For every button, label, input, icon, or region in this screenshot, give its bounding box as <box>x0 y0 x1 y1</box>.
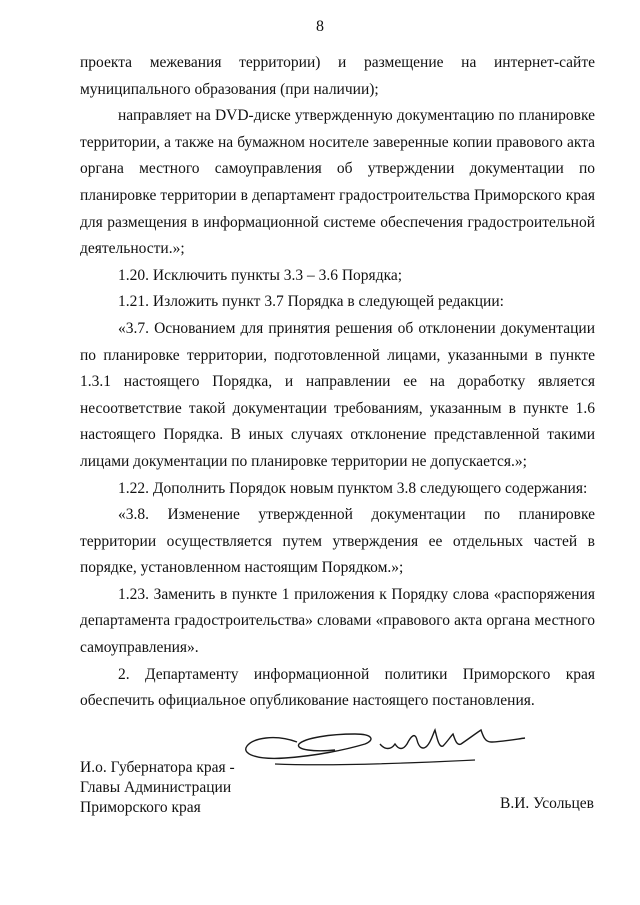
signatory-title-line: И.о. Губернатора края - <box>80 759 235 776</box>
handwritten-signature <box>235 720 535 780</box>
paragraph-continuation: проекта межевания территории) и размещение на интернет-сайте муниципального образования (при наличии); <box>80 54 595 98</box>
paragraph-3-8: «3.8. Изменение утвержденной документации по планировке территории осуществляется путем утверждения ее отдельных частей в порядке, установленном настоящим Порядком.»; <box>80 506 595 577</box>
document-body <box>80 50 595 715</box>
signatory-title-line: Приморского края <box>80 799 201 816</box>
signatory-name: В.И. Усольцев <box>500 795 594 812</box>
paragraph-dvd-submission: направляет на DVD-диске утвержденную документацию по планировке территории, а также на бумажном носителе заверенные копии правового акта органа местного самоуправления об утверждении документации по планировке территории в департамент градостроительства Приморского края для размещения в информационной системе обеспечения градостроительной деятельности.»; <box>80 107 595 258</box>
paragraph-3-7: «3.7. Основанием для принятия решения об отклонении документации по планировке территории, подготовленной лицами, указанными в пункте 1.3.1 настоящего Порядка, и направлении ее на доработку является несоответствие такой документации требованиям, указанным в пункте 1.6 настоящего Порядка. В иных случаях отклонение представленной такими лицами документации по планировке территории не допускается.»; <box>80 319 595 470</box>
page-number: 8 <box>316 18 324 35</box>
paragraph-1-23: 1.23. Заменить в пункте 1 приложения к Порядку слова «распоряжения департамента градостроительства» словами «правового акта органа местного самоуправления». <box>80 585 595 657</box>
paragraph-1-21: 1.21. Изложить пункт 3.7 Порядка в следующей редакции: <box>118 293 504 311</box>
signatory-title-line: Главы Администрации <box>80 779 232 796</box>
paragraph-1-20: 1.20. Исключить пункты 3.3 – 3.6 Порядка; <box>118 266 403 284</box>
paragraph-2: 2. Департаменту информационной политики Приморского края обеспечить официальное опубликование настоящего постановления. <box>80 665 595 710</box>
paragraph-1-22: 1.22. Дополнить Порядок новым пунктом 3.8 следующего содержания: <box>118 479 588 497</box>
signatory-title <box>80 758 235 818</box>
